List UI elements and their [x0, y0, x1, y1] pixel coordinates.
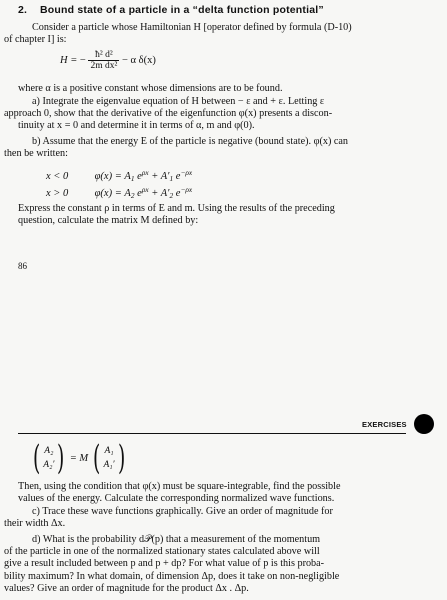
- intro-line-2: of chapter I] is:: [4, 34, 67, 46]
- piecewise-expression: $\varphi(x) = A_2$ $e^{\rho x} + A'_2$ $e^{-\rho x}$: [94, 185, 193, 200]
- hamiltonian-minus: −: [79, 54, 86, 66]
- hamiltonian-fraction: [88, 50, 119, 71]
- where-line: where α is a positive constant whose dimensions are to be found.: [18, 83, 283, 94]
- part-d-line-4: bility maximum? In what domain, of dimension Δp, does it take on non-negligible: [4, 570, 340, 582]
- then-paragraph: [18, 481, 430, 505]
- express-line-2: question, calculate the matrix M defined by:: [18, 215, 199, 227]
- express-line-1: Express the constant ρ in terms of E and m. Using the results of the preceding: [18, 203, 335, 214]
- part-d-line-1: d) What is the probability d𝒫(p) that a measurement of the momentum: [32, 534, 321, 545]
- piecewise-row-1: [46, 168, 192, 183]
- part-d-line-3: give a result included between p and p + dp? For what value of p is this proba-: [4, 558, 325, 570]
- hamiltonian-equation: [60, 50, 156, 71]
- vector-bottom: A₁′: [103, 460, 115, 470]
- exercises-header: EXERCISES: [362, 420, 407, 429]
- intro-paragraph: [4, 22, 430, 46]
- part-a-paragraph: [4, 96, 430, 133]
- piecewise-expression: $\varphi(x) = A_1$ $e^{\rho x} + A'_1$ $e^{-\rho x}$: [94, 168, 193, 183]
- part-d-paragraph: [4, 534, 430, 595]
- piecewise-row-2: [46, 185, 192, 200]
- express-paragraph: [18, 203, 430, 227]
- part-b-paragraph: [4, 136, 430, 160]
- matrix-equation: [30, 440, 128, 476]
- problem-heading: [18, 4, 428, 16]
- part-c-line-1: c) Trace these wave functions graphically. Give an order of magnitude for: [32, 506, 333, 517]
- part-c-paragraph: [4, 506, 430, 530]
- piecewise-condition: x < 0: [46, 171, 69, 182]
- hamiltonian-lhs: H =: [60, 54, 78, 66]
- problem-number: 2.: [18, 4, 28, 16]
- fraction-denominator: 2m dx²: [90, 61, 118, 71]
- part-d-line-2: of the particle in one of the normalized stationary states calculated above will: [4, 546, 320, 558]
- vector-bottom: A₂′: [43, 460, 55, 470]
- right-paren-icon: ): [117, 438, 125, 478]
- fraction-numerator: ħ² d²: [88, 50, 119, 61]
- then-line-2: values of the energy. Calculate the corresponding normalized wave functions.: [18, 493, 335, 505]
- then-line-1: Then, using the condition that φ(x) must be square-integrable, find the possible: [18, 481, 341, 492]
- part-d-line-5: values? Give an order of magnitude for the product Δx . Δp.: [4, 582, 249, 594]
- left-paren-icon: (: [32, 438, 41, 478]
- part-a-line-1: a) Integrate the eigenvalue equation of H between − ε and + ε. Letting ε: [32, 96, 325, 107]
- part-b-line-2: then be written:: [4, 148, 68, 160]
- part-b-line-1: b) Assume that the energy E of the particle is negative (bound state). φ(x) can: [32, 136, 349, 147]
- part-c-line-2: their width Δx.: [4, 518, 66, 530]
- left-paren-icon: (: [93, 438, 101, 478]
- part-a-line-2: approach 0, show that the derivative of the eigenfunction φ(x) presents a discon-: [4, 108, 333, 120]
- vector-top: A₂: [44, 446, 54, 456]
- page-number: 86: [18, 261, 27, 271]
- problem-title: Bound state of a particle in a “delta function potential”: [40, 4, 324, 16]
- section-tab-marker: [414, 414, 434, 434]
- intro-line-1: Consider a particle whose Hamiltonian H [operator defined by formula (D-10): [32, 22, 352, 33]
- vector-top: A₁: [104, 446, 114, 456]
- right-paren-icon: ): [57, 438, 65, 478]
- hamiltonian-potential-term: − α δ(x): [121, 54, 156, 66]
- equals-m: = M: [69, 452, 89, 464]
- rhs-vector: [103, 444, 114, 472]
- header-rule: [18, 433, 406, 434]
- lhs-vector: [43, 444, 54, 472]
- piecewise-condition: x > 0: [46, 188, 69, 199]
- part-a-line-3: tinuity at x = 0 and determine it in terms of α, m and φ(0).: [18, 120, 255, 132]
